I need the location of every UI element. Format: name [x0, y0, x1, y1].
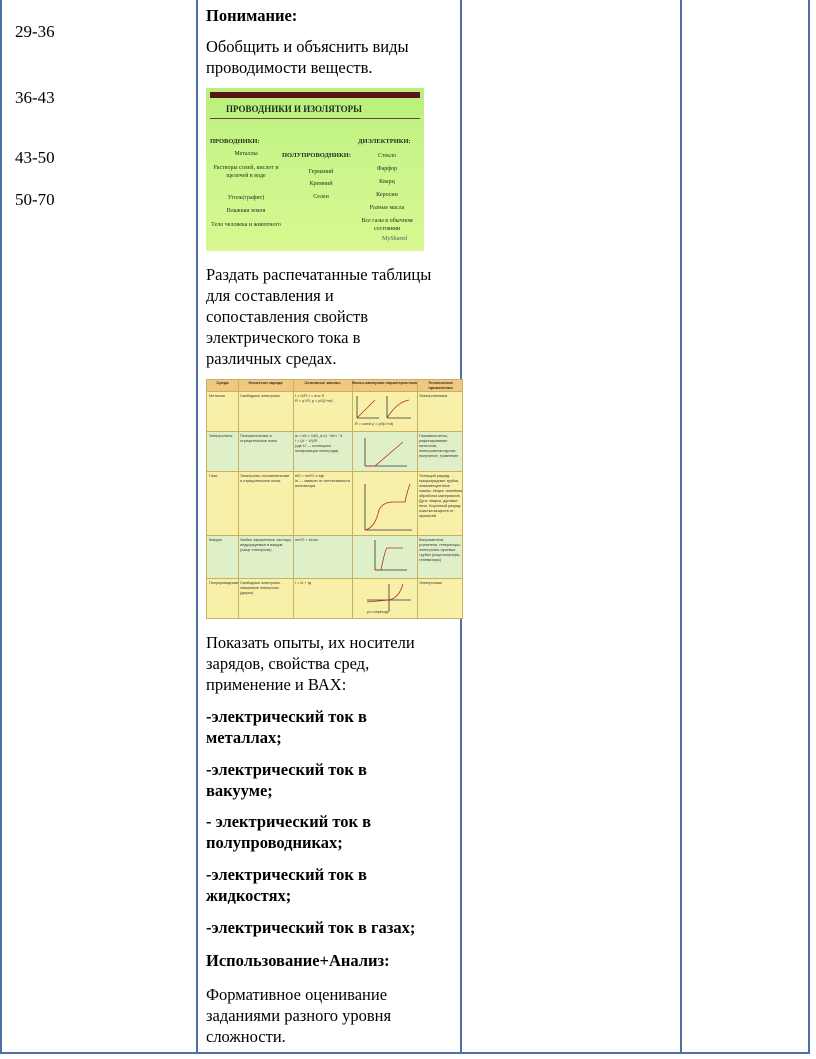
cell-application: Электротехника [419, 394, 448, 398]
cell-carriers: Свободные электроны, связанные электроны (дырки) [240, 581, 281, 595]
time-slot: 43-50 [15, 148, 55, 167]
cell-medium: Полупроводники [209, 581, 239, 585]
dielectric-item: Фарфор [376, 166, 398, 172]
cell-application: Выпрямители, усилители, генераторы, электронно-лучевые трубки (осциллографы, телевизоры) [419, 538, 461, 562]
cell-law: mv²/2 = eUан [295, 538, 318, 542]
cell-medium: Электролиты [209, 434, 233, 438]
cell-application: Тлеющий разряд: газоразрядные трубки, люминесцентные лампы. Искра: линейная обработка материалов. Дуга: сварка, дуговые печи. Коронный разряд: очистка веществ от примесей [419, 474, 463, 518]
vah-graphs [207, 380, 463, 619]
conductor-item: Влажная земля [226, 208, 266, 214]
column-divider-1 [196, 0, 198, 1054]
image-top-bar [210, 92, 420, 98]
dielectric-item: Кварц [379, 179, 395, 185]
dielectric-item: Стекло [377, 153, 397, 159]
cell-vah: p-n переход [367, 610, 388, 614]
cell-application: Электроника [419, 581, 442, 585]
table-header: Вольт-амперная характеристика [352, 380, 417, 385]
table-header: Основные законы [304, 380, 341, 385]
semiconductor-item: Селен [313, 194, 329, 200]
cell-vah: R = const ρ = ρ0(1+αt) [355, 422, 394, 426]
paragraph-experiments: Показать опыты, их носители зарядов, свойства сред, применение и ВАХ: [206, 633, 415, 694]
dielectric-item: Керосин [376, 192, 398, 198]
conductor-item: Тело человека и животного [211, 222, 281, 228]
bullet-liquids: -электрический ток в жидкостях; [206, 865, 367, 905]
conductor-item: Растворы солей, кислот и щелочей в воде [213, 165, 279, 179]
paragraph-formative: Формативное оценивание заданиями разного уровня сложности. [206, 985, 392, 1046]
dielectric-item: Все газы в обычном состоянии [361, 218, 413, 232]
cell-carriers: Электроны, положительные и отрицательные ионы [240, 474, 290, 483]
cell-law: eEl = mv²/2 ≥ eφi Iн — зависит от интенсивности ионизатора [295, 474, 350, 488]
bullet-vacuum: -электрический ток в вакууме; [206, 760, 367, 800]
image-rule [210, 118, 420, 119]
bullet-gases: -электрический ток в газах; [206, 918, 416, 937]
cell-carriers: Любые заряженные частицы, индуцируемые в вакуум (чаще электроны) [240, 538, 292, 552]
bullet-semiconductors: - электрический ток в полупроводниках; [206, 812, 372, 852]
time-slot: 36-43 [15, 88, 55, 107]
cell-medium: Металлы [209, 394, 226, 398]
image-title: ПРОВОДНИКИ И ИЗОЛЯТОРЫ [226, 104, 362, 114]
paragraph-generalize: Обобщить и объяснить виды проводимости веществ. [206, 37, 409, 77]
cell-medium: Газы [209, 474, 218, 478]
conductors-insulators-image [206, 88, 424, 251]
cell-law: m = kIt = 1/(N_A e) · M/n · It I = (U − U′)/R (где U′ — потенциал поляризации электрода) [295, 434, 343, 453]
dielectric-item: Разные масла [369, 205, 405, 211]
conductor-item: Уголь(графит) [227, 195, 265, 201]
heading-understanding: Понимание: [206, 6, 298, 25]
cell-carriers: Свободные электроны [240, 394, 280, 398]
table-header: Технические применения [428, 380, 453, 390]
column-divider-3 [680, 0, 682, 1054]
bullet-metals: -электрический ток в металлах; [206, 707, 367, 747]
heading-usage-analysis: Использование+Анализ: [206, 951, 390, 970]
time-slot: 50-70 [15, 190, 55, 209]
semiconductor-item: Кремний [309, 181, 333, 187]
cell-application: Гальваностегия, рафинирование металлов, электрометаллургия, получение, травление [419, 434, 459, 458]
conductors-heading: ПРОВОДНИКИ: [210, 138, 260, 145]
paragraph-handout: Раздать распечатанные таблицы для составления и сопоставления свойств электрического тока в различных средах. [206, 265, 432, 368]
current-media-table-image [206, 379, 463, 619]
conductor-item: Металлы [234, 151, 258, 157]
dielectrics-heading: ДИЭЛЕКТРИКИ: [358, 138, 411, 145]
myshared-logo: MyShared [382, 236, 407, 242]
cell-carriers: Положительные и отрицательные ионы [240, 434, 278, 443]
cell-law: I = U/R; I = env S R = ρ l/S; ρ = ρ0(1+αt) [295, 394, 333, 403]
cell-medium: Вакуум [209, 538, 222, 542]
time-slot: 29-36 [15, 22, 55, 41]
semiconductor-item: Германий [308, 169, 334, 175]
cell-law: I = Iэ + Iд [295, 581, 311, 585]
table-header: Среда [216, 380, 229, 385]
semiconductors-heading: ПОЛУПРОВОДНИКИ: [282, 152, 352, 159]
table-header: Носители заряда [248, 380, 283, 385]
